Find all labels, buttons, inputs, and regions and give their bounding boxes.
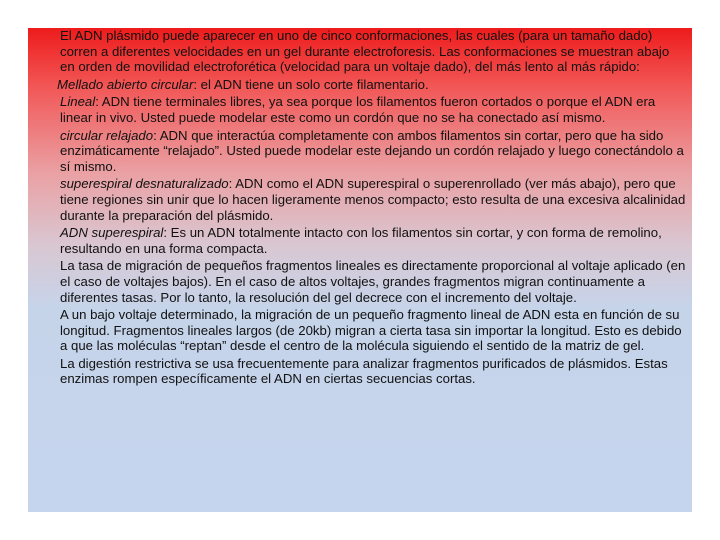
paragraph-text: : el ADN tiene un solo corte filamentario. <box>193 76 429 92</box>
paragraph-term: ADN superespiral <box>60 225 164 241</box>
paragraph-text: El ADN plásmido puede aparecer en uno de cinco conformaciones, las cuales (para un tamaño dado) corren a diferentes velocidades en un gel durante electroforesis. Las conformaciones se muestran abajo en orden de movilidad electroforética (velocidad para un voltaje dado), del más lento al más rápido: <box>60 28 670 75</box>
paragraph-term: circular relajado <box>60 127 154 143</box>
paragraph-term: Lineal <box>60 94 96 110</box>
paragraph-lineal <box>60 94 686 125</box>
paragraph-text: : ADN tiene terminales libres, ya sea porque los filamentos fueron cortados o porque el ADN era linear in vivo. Usted puede modelar este como un cordón que no se ha conectado así mismo. <box>60 94 656 125</box>
paragraph-intro <box>60 28 686 75</box>
paragraph-circular-relajado <box>60 128 686 175</box>
slide-text-body <box>57 28 686 389</box>
paragraph-bajo-voltaje <box>60 307 686 354</box>
paragraph-text: La tasa de migración de pequeños fragmentos lineales es directamente proporcional al voltaje aplicado (en el caso de voltajes bajos). En el caso de altos voltajes, grandes fragmentos migran continuamente a diferentes tasas. Por lo tanto, la resolución del gel decrece con el incremento del voltaje. <box>60 258 686 305</box>
paragraph-digestion-restrictiva <box>60 356 686 387</box>
paragraph-term: Mellado abierto circular <box>57 76 194 92</box>
paragraph-text: A un bajo voltaje determinado, la migración de un pequeño fragmento lineal de ADN esta en función de su longitud. Fragmentos lineales largos (de 20kb) migran a cierta tasa sin importar la longitud. Esto es debido a que las moléculas “reptan” desde el centro de la molécula siguiendo el sentido de la matriz de gel. <box>60 307 682 354</box>
paragraph-text: : Es un ADN totalmente intacto con los filamentos sin cortar, y con forma de remolino, resultando en una forma compacta. <box>60 225 662 256</box>
paragraph-adn-superespiral <box>60 225 686 256</box>
paragraph-term: superespiral desnaturalizado <box>60 176 229 192</box>
paragraph-tasa-migracion <box>60 258 686 305</box>
paragraph-text: : ADN como el ADN superespiral o superenrollado (ver más abajo), pero que tiene regiones sin unir que lo hacen ligeramente menos compacto; esto resulta de una excesiva alcalinidad durante la preparación del plásmido. <box>60 176 686 223</box>
paragraph-text: : ADN que interactúa completamente con ambos filamentos sin cortar, pero que ha sido enzimáticamente “relajado”. Usted puede modelar este dejando un cordón relajado y luego conectándolo a sí mismo. <box>60 127 684 174</box>
paragraph-text: La digestión restrictiva se usa frecuentemente para analizar fragmentos purificados de plásmidos. Estas enzimas rompen específicamente el ADN en ciertas secuencias cortas. <box>60 355 668 387</box>
slide-background <box>28 28 692 512</box>
paragraph-superespiral-desnaturalizado <box>60 176 686 223</box>
paragraph-mellado <box>57 76 686 93</box>
